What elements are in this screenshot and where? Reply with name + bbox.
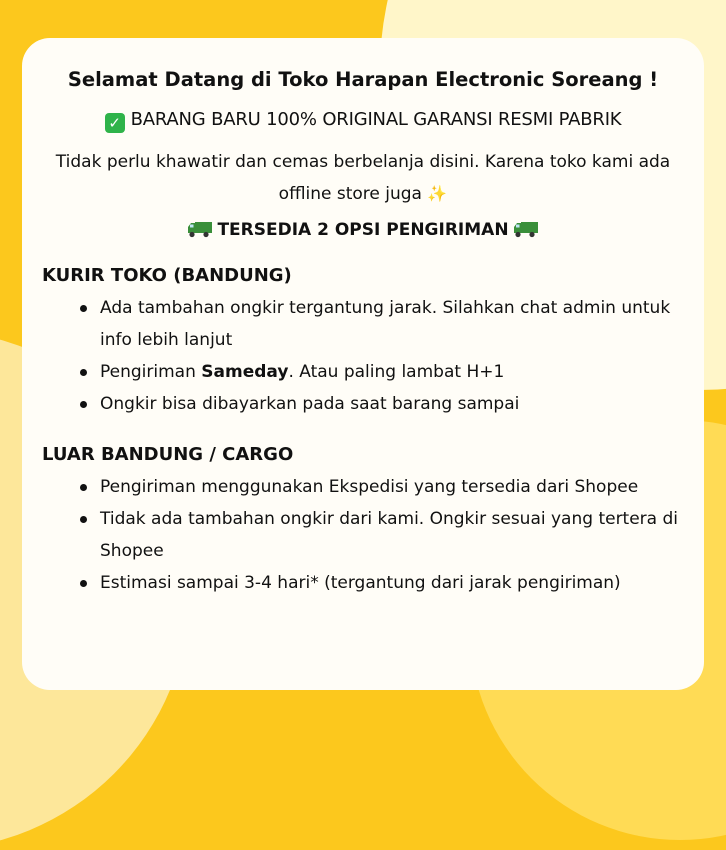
kurir-toko-heading: KURIR TOKO (BANDUNG) [42, 265, 292, 286]
check-mark-icon: ✓ [105, 113, 125, 133]
shipping-options-heading [42, 220, 684, 243]
delivery-truck-icon [513, 220, 539, 243]
list-item: Ongkir bisa dibayarkan pada saat barang sampai [80, 388, 684, 420]
list-item: Pengiriman menggunakan Ekspedisi yang tersedia dari Shopee [80, 471, 684, 503]
list-item: Estimasi sampai 3-4 hari* (tergantung dari jarak pengiriman) [80, 567, 684, 599]
welcome-title: Selamat Datang di Toko Harapan Electronic Soreang ! [67, 68, 659, 91]
options-text: TERSEDIA 2 OPSI PENGIRIMAN [217, 220, 509, 240]
tagline-text: BARANG BARU 100% ORIGINAL GARANSI RESMI PABRIK [130, 109, 622, 130]
luar-bandung-list [42, 471, 684, 599]
sparkles-icon: ✨ [427, 184, 448, 203]
list-item: Tidak ada tambahan ongkir dari kami. Ongkir sesuai yang tertera di Shopee [80, 503, 684, 567]
offline-store-note [42, 147, 684, 210]
note-text: Tidak perlu khawatir dan cemas berbelanja disini. Karena toko kami ada offline store juga [55, 152, 671, 204]
luar-bandung-heading: LUAR BANDUNG / CARGO [42, 444, 294, 465]
kurir-toko-list [42, 292, 684, 420]
sameday-emphasis: Sameday [201, 362, 289, 382]
list-item-text: Pengiriman [100, 362, 202, 382]
list-item-text: . Atau paling lambat H+1 [288, 362, 505, 382]
list-item: Ada tambahan ongkir tergantung jarak. Silahkan chat admin untuk info lebih lanjut [80, 292, 684, 356]
original-guarantee-line [42, 109, 684, 133]
delivery-truck-icon [187, 220, 213, 243]
list-item [80, 356, 684, 388]
info-card [22, 38, 704, 690]
